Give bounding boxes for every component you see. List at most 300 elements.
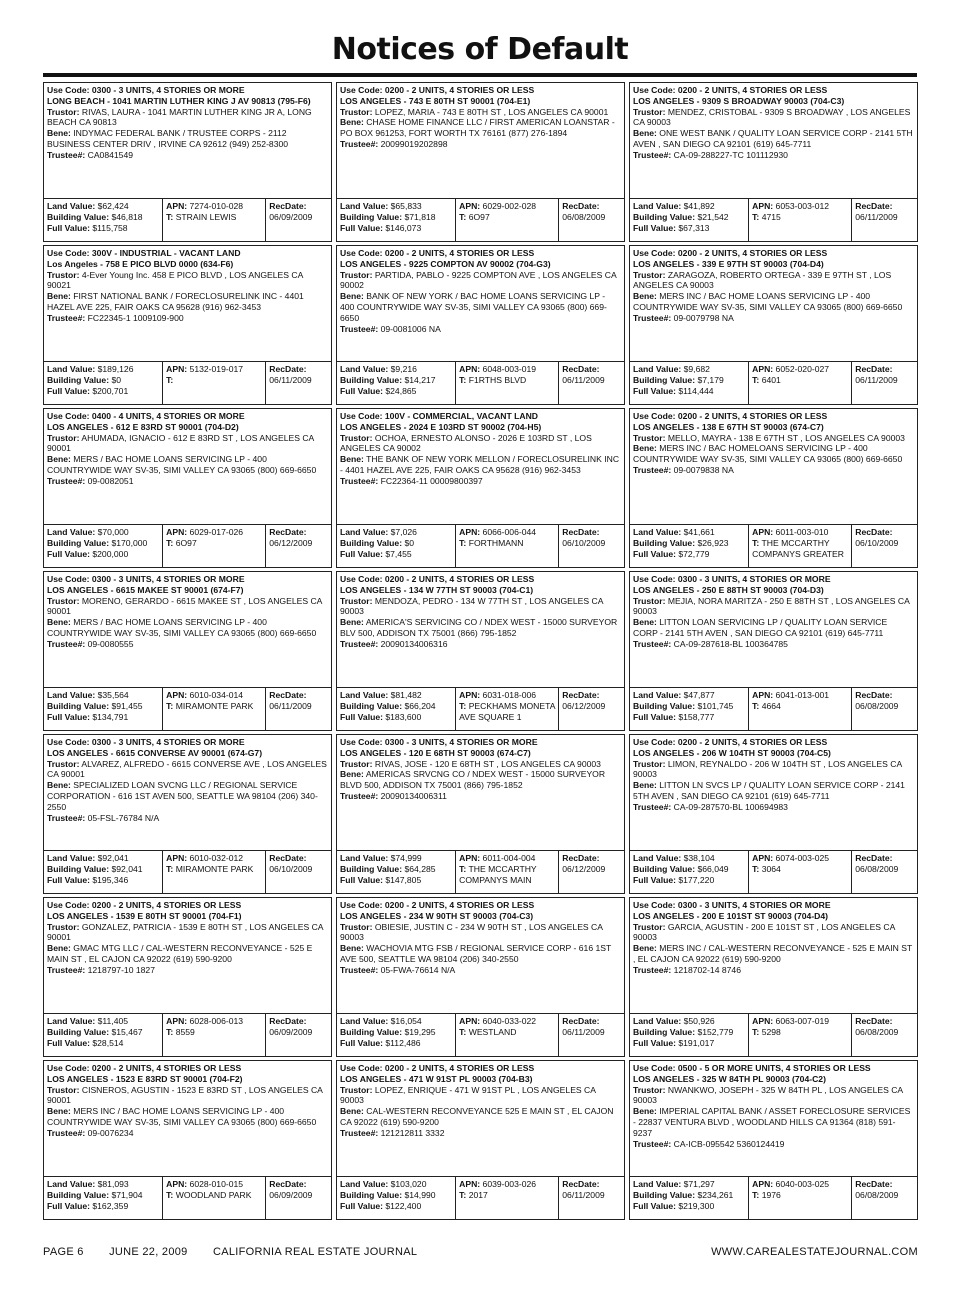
full-value-line	[633, 223, 745, 234]
land-value: $74,999	[390, 853, 422, 863]
bene-label: Bene:	[47, 291, 71, 302]
notice-card	[336, 408, 625, 568]
apn-column	[163, 199, 266, 241]
apn-value: 6074-003-025	[775, 853, 830, 863]
building-value-line	[47, 701, 159, 712]
recdate-value: 06/08/2009	[562, 211, 606, 222]
land-value-label: Land Value:	[47, 1016, 96, 1026]
notice-body	[337, 246, 624, 362]
land-value-line	[47, 1016, 159, 1027]
property-address: LOS ANGELES - 6615 MAKEE ST 90001 (674-F7)	[47, 584, 244, 595]
apn-column	[163, 362, 266, 404]
apn-label: APN:	[459, 201, 481, 211]
bene-label: Bene:	[47, 454, 71, 465]
trustor-label: Trustor:	[633, 595, 666, 606]
full-value: $67,313	[678, 222, 710, 233]
apn-label: APN:	[752, 527, 774, 537]
bene-line	[340, 617, 621, 639]
tract-label: T:	[166, 700, 174, 711]
trustee-label: Trustee#:	[633, 964, 672, 975]
building-value: $46,818	[111, 211, 143, 222]
tract-line	[166, 538, 262, 549]
apn-label: APN:	[459, 853, 481, 863]
trustor-label: Trustor:	[47, 758, 80, 769]
trustor-label: Trustor:	[633, 432, 666, 443]
property-address: LOS ANGELES - 134 W 77TH ST 90003 (704-C1)	[340, 584, 534, 595]
tract-label: T:	[166, 1026, 174, 1037]
notice-card	[43, 408, 332, 568]
trustor-line	[47, 759, 328, 781]
recdate-label	[269, 201, 328, 212]
building-value-line	[633, 864, 745, 875]
bene-label: Bene:	[633, 291, 657, 302]
building-value-line	[340, 864, 452, 875]
recdate-label	[269, 364, 328, 375]
trustor-value: MENDOZA, PEDRO - 134 W 77TH ST , LOS ANGELES CA 90003	[340, 595, 603, 617]
trustee-line	[340, 139, 621, 150]
recdate-label	[562, 690, 621, 701]
bene-label: Bene:	[633, 128, 657, 139]
tract-value: 6O97	[175, 537, 197, 548]
building-value: $92,041	[111, 863, 143, 874]
property-address: LOS ANGELES - 138 E 67TH ST 90003 (674-C7)	[633, 421, 824, 432]
building-value-line	[340, 1190, 452, 1201]
notice-body	[44, 735, 331, 851]
notice-card	[336, 1060, 625, 1220]
tract-value: PECKHAMS MONETA AVE SQUARE 1	[459, 700, 555, 722]
tract-value: MIRAMONTE PARK	[175, 700, 254, 711]
title-rule	[43, 73, 917, 77]
apn-column	[456, 525, 559, 567]
full-value-label: Full Value:	[47, 874, 90, 885]
apn-column	[749, 199, 852, 241]
full-value: $200,701	[92, 385, 129, 396]
trustee-line	[47, 313, 328, 324]
value-column	[44, 525, 163, 567]
building-value-label: Building Value:	[47, 1026, 110, 1037]
building-value-label: Building Value:	[47, 211, 110, 222]
trustor-line	[340, 759, 621, 770]
recdate-label-text: RecDate:	[562, 853, 600, 863]
trustee-label: Trustee#:	[633, 801, 672, 812]
tract-label: T:	[752, 211, 760, 222]
trustee-value: 1218797-10 1827	[87, 964, 155, 975]
trustee-label: Trustee#:	[340, 790, 379, 801]
tract-label: T:	[752, 1189, 760, 1200]
tract-label: T:	[752, 863, 760, 874]
recdate-value: 06/11/2009	[269, 374, 312, 385]
recdate-label-text: RecDate:	[855, 853, 893, 863]
trustee-label: Trustee#:	[47, 964, 86, 975]
full-value: $162,359	[92, 1200, 129, 1211]
notice-card	[43, 571, 332, 731]
tract-value: 8559	[175, 1026, 195, 1037]
trustor-value: RIVAS, JOSE - 120 E 68TH ST , LOS ANGELES CA 90003	[374, 758, 601, 769]
land-value: $71,297	[683, 1179, 715, 1189]
tract-line	[752, 212, 848, 223]
building-value-line	[340, 701, 452, 712]
website-url[interactable]: WWW.CAREALESTATEJOURNAL.COM	[711, 1246, 918, 1258]
apn-label: APN:	[166, 853, 188, 863]
building-value-line	[47, 1027, 159, 1038]
apn-line	[459, 1179, 555, 1190]
recdate-column	[266, 199, 331, 241]
notice-card	[629, 571, 918, 731]
recdate-label	[855, 1016, 914, 1027]
land-value-line	[633, 1179, 745, 1190]
apn-label: APN:	[459, 1179, 481, 1189]
bene-value: MERS / BAC HOME LOANS SERVICING LP - 400 COUNTRYWIDE WAY SV-35, SIMI VALLEY CA 93065 (800) 669-6650	[47, 617, 317, 638]
trustor-value: LIMON, REYNALDO - 206 W 104TH ST , LOS ANGELES CA 90003	[633, 758, 902, 780]
property-address: LOS ANGELES - 200 E 101ST ST 90003 (704-D4)	[633, 910, 829, 921]
tract-label: T:	[752, 700, 760, 711]
trustor-line	[633, 922, 914, 944]
building-value: $0	[111, 374, 122, 385]
recdate-column	[266, 851, 331, 893]
tract-value: 1976	[761, 1189, 781, 1200]
tract-label: T:	[166, 374, 174, 385]
apn-column	[163, 688, 266, 730]
tract-label: T:	[166, 537, 174, 548]
trustee-label: Trustee#:	[340, 138, 379, 149]
tract-value: 4664	[761, 700, 781, 711]
tract-value: THE MCCARTHY COMPANYS MAIN	[459, 863, 537, 885]
apn-column	[163, 525, 266, 567]
trustor-label: Trustor:	[633, 106, 666, 117]
recdate-value: 06/08/2009	[855, 863, 899, 874]
trustee-line	[340, 476, 621, 487]
notice-values	[337, 1177, 624, 1219]
bene-label: Bene:	[47, 128, 71, 139]
full-value: $195,346	[92, 874, 129, 885]
land-value-line	[633, 1016, 745, 1027]
tract-value: WESTLAND	[468, 1026, 517, 1037]
property-address: LONG BEACH - 1041 MARTIN LUTHER KING J AV 90813 (795-F6)	[47, 95, 311, 106]
land-value-label: Land Value:	[47, 201, 96, 211]
value-column	[630, 362, 749, 404]
apn-value: 6048-003-019	[482, 364, 537, 374]
full-value: $191,017	[678, 1037, 715, 1048]
apn-value: 6028-006-013	[189, 1016, 244, 1026]
apn-value: 6039-003-026	[482, 1179, 537, 1189]
apn-value: 6029-017-026	[189, 527, 244, 537]
tract-label: T:	[459, 700, 467, 711]
value-column	[44, 199, 163, 241]
property-address: LOS ANGELES - 234 W 90TH ST 90003 (704-C3)	[340, 910, 534, 921]
use-code: Use Code: 100V - COMMERCIAL, VACANT LAND	[340, 411, 538, 421]
land-value-line	[47, 690, 159, 701]
use-code: Use Code: 0300 - 3 UNITS, 4 STORIES OR MORE	[340, 737, 538, 747]
building-value: $234,261	[697, 1189, 734, 1200]
value-column	[337, 851, 456, 893]
notice-card	[43, 82, 332, 242]
notice-card	[43, 1060, 332, 1220]
trustee-label: Trustee#:	[47, 149, 86, 160]
land-value: $9,216	[390, 364, 417, 374]
recdate-label	[562, 364, 621, 375]
building-value-label: Building Value:	[340, 863, 403, 874]
land-value: $11,405	[97, 1016, 129, 1026]
notice-card	[629, 897, 918, 1057]
notice-values	[337, 851, 624, 893]
use-code: Use Code: 0500 - 5 OR MORE UNITS, 4 STORIES OR LESS	[633, 1063, 871, 1073]
full-value: $158,777	[678, 711, 715, 722]
land-value-label: Land Value:	[340, 1179, 389, 1189]
land-value-label: Land Value:	[47, 853, 96, 863]
apn-column	[456, 688, 559, 730]
bene-label: Bene:	[340, 117, 364, 128]
trustee-label: Trustee#:	[340, 638, 379, 649]
recdate-label-text: RecDate:	[562, 364, 600, 374]
bene-label: Bene:	[340, 454, 364, 465]
trustee-line	[633, 802, 914, 813]
building-value-label: Building Value:	[633, 1026, 696, 1037]
building-value-label: Building Value:	[47, 537, 110, 548]
trustee-line	[633, 639, 914, 650]
recdate-column	[559, 688, 624, 730]
land-value-label: Land Value:	[633, 364, 682, 374]
building-value-label: Building Value:	[633, 211, 696, 222]
tract-value: MIRAMONTE PARK	[175, 863, 254, 874]
trustee-label: Trustee#:	[633, 149, 672, 160]
trustee-label: Trustee#:	[47, 638, 86, 649]
use-code: Use Code: 0200 - 2 UNITS, 4 STORIES OR LESS	[633, 737, 828, 747]
recdate-label	[562, 527, 621, 538]
apn-label: APN:	[752, 364, 774, 374]
property-address: LOS ANGELES - 9225 COMPTON AV 90002 (704-G3)	[340, 258, 551, 269]
bene-line	[340, 117, 621, 139]
trustee-label: Trustee#:	[47, 1127, 86, 1138]
recdate-column	[559, 525, 624, 567]
recdate-column	[559, 851, 624, 893]
property-address: LOS ANGELES - 743 E 80TH ST 90001 (704-E1)	[340, 95, 531, 106]
trustee-line	[47, 639, 328, 650]
notice-body	[337, 409, 624, 525]
land-value: $35,564	[97, 690, 129, 700]
recdate-label	[855, 527, 914, 538]
apn-column	[456, 199, 559, 241]
building-value-label: Building Value:	[47, 1189, 110, 1200]
trustor-value: MEJIA, NORA MARITZA - 250 E 88TH ST , LOS ANGELES CA 90003	[633, 595, 910, 617]
recdate-value: 06/10/2009	[562, 537, 606, 548]
trustor-line	[633, 107, 914, 129]
full-value-line	[47, 1201, 159, 1212]
recdate-value: 06/09/2009	[269, 1026, 313, 1037]
tract-value: 2017	[468, 1189, 488, 1200]
trustee-line	[340, 791, 621, 802]
recdate-value: 06/08/2009	[855, 700, 899, 711]
full-value-label: Full Value:	[633, 222, 676, 233]
apn-value: 6031-018-006	[482, 690, 537, 700]
notice-body	[630, 409, 917, 525]
notice-body	[630, 898, 917, 1014]
land-value-line	[340, 364, 452, 375]
recdate-label-text: RecDate:	[562, 1016, 600, 1026]
tract-label: T:	[166, 211, 174, 222]
land-value: $38,104	[683, 853, 715, 863]
building-value: $170,000	[111, 537, 148, 548]
bene-value: MERS INC / BAC HOME LOANS SERVICING LP - 400 COUNTRYWIDE WAY SV-35, SIMI VALLEY CA 93065 (800) 669-6650	[47, 1106, 317, 1127]
recdate-label	[855, 201, 914, 212]
land-value-line	[633, 364, 745, 375]
trustee-label: Trustee#:	[633, 464, 672, 475]
building-value-line	[633, 1190, 745, 1201]
apn-line	[459, 364, 555, 375]
land-value: $16,054	[390, 1016, 422, 1026]
trustor-label: Trustor:	[340, 432, 373, 443]
land-value: $189,126	[97, 364, 134, 374]
property-address: LOS ANGELES - 250 E 88TH ST 90003 (704-D3)	[633, 584, 824, 595]
land-value-label: Land Value:	[340, 527, 389, 537]
bene-line	[340, 291, 621, 323]
recdate-label	[562, 1179, 621, 1190]
building-value-label: Building Value:	[340, 211, 403, 222]
building-value-label: Building Value:	[633, 863, 696, 874]
property-address: LOS ANGELES - 339 E 97TH ST 90003 (704-D4)	[633, 258, 824, 269]
trustee-value: 09-0082051	[87, 475, 134, 486]
trustee-label: Trustee#:	[340, 475, 379, 486]
trustor-label: Trustor:	[340, 1084, 373, 1095]
use-code: Use Code: 0300 - 3 UNITS, 4 STORIES OR MORE	[47, 574, 245, 584]
notice-values	[44, 199, 331, 241]
recdate-column	[852, 362, 917, 404]
apn-value: 6011-004-004	[482, 853, 536, 863]
tract-value: 3064	[761, 863, 781, 874]
notice-body	[630, 246, 917, 362]
trustor-line	[633, 759, 914, 781]
tract-value: WOODLAND PARK	[175, 1189, 252, 1200]
tract-label: T:	[459, 1026, 467, 1037]
tract-line	[752, 538, 848, 560]
land-value-label: Land Value:	[340, 853, 389, 863]
notice-values	[630, 851, 917, 893]
trustee-line	[340, 965, 621, 976]
trustee-line	[340, 324, 621, 335]
value-column	[44, 1177, 163, 1219]
bene-label: Bene:	[633, 943, 657, 954]
recdate-label	[562, 853, 621, 864]
land-value-label: Land Value:	[47, 1179, 96, 1189]
trustee-line	[47, 813, 328, 824]
recdate-label-text: RecDate:	[269, 690, 307, 700]
building-value-line	[340, 375, 452, 386]
bene-value: LITTON LN SVCS LP / QUALITY LOAN SERVICE CORP - 2141 5TH AVEN , SAN DIEGO CA 92101 (619) 645-7711	[633, 780, 905, 801]
notice-card	[629, 734, 918, 894]
full-value-label: Full Value:	[633, 385, 676, 396]
building-value-line	[340, 1027, 452, 1038]
apn-value: 6053-003-012	[775, 201, 830, 211]
property-address: LOS ANGELES - 612 E 83RD ST 90001 (704-D2)	[47, 421, 239, 432]
full-value: $183,600	[385, 711, 422, 722]
building-value: $21,542	[697, 211, 729, 222]
apn-column	[749, 362, 852, 404]
value-column	[44, 1014, 163, 1056]
bene-value: MERS INC / BAC HOMELOANS SERVICING LP - 400 COUNTRYWIDE WAY SV-35, SIMI VALLEY CA 93065 (800) 669-6650	[633, 443, 903, 465]
land-value-line	[47, 853, 159, 864]
full-value-label: Full Value:	[47, 1037, 90, 1048]
building-value-label: Building Value:	[633, 537, 696, 548]
land-value-line	[47, 201, 159, 212]
trustee-value: CA-09-288227-TC 101112930	[673, 149, 788, 160]
trustee-value: 09-0080555	[87, 638, 134, 649]
bene-value: IMPERIAL CAPITAL BANK / ASSET FORECLOSURE SERVICES - 22837 VENTURA BLVD , WOODLAND HILLS CA 91364 (818) 591-9237	[633, 1106, 911, 1138]
recdate-column	[559, 1177, 624, 1219]
trustee-label: Trustee#:	[47, 475, 86, 486]
notice-body	[630, 83, 917, 199]
notice-values	[630, 362, 917, 404]
trustee-label: Trustee#:	[47, 312, 86, 323]
apn-line	[752, 527, 848, 538]
tract-label: T:	[752, 537, 760, 548]
tract-line	[166, 212, 262, 223]
full-value-label: Full Value:	[47, 711, 90, 722]
land-value-line	[340, 527, 452, 538]
building-value-line	[633, 701, 745, 712]
apn-label: APN:	[166, 201, 188, 211]
trustee-value: CA0841549	[87, 149, 134, 160]
apn-label: APN:	[166, 364, 188, 374]
apn-label: APN:	[752, 1179, 774, 1189]
bene-label: Bene:	[340, 943, 364, 954]
notice-body	[44, 572, 331, 688]
building-value-line	[633, 538, 745, 549]
apn-label: APN:	[459, 527, 481, 537]
trustor-label: Trustor:	[340, 106, 373, 117]
building-value: $152,779	[697, 1026, 734, 1037]
bene-label: Bene:	[633, 443, 657, 454]
building-value: $14,217	[404, 374, 436, 385]
value-column	[337, 1177, 456, 1219]
tract-line	[459, 701, 555, 723]
trustor-line	[340, 433, 621, 455]
apn-column	[749, 525, 852, 567]
tract-line	[752, 375, 848, 386]
apn-line	[752, 853, 848, 864]
recdate-value: 06/11/2009	[269, 700, 312, 711]
trustee-value: 20090134006311	[380, 790, 447, 801]
value-column	[630, 1014, 749, 1056]
full-value: $177,220	[678, 874, 715, 885]
full-value-line	[47, 223, 159, 234]
value-column	[44, 362, 163, 404]
full-value-label: Full Value:	[340, 548, 383, 559]
bene-line	[633, 1106, 914, 1138]
trustee-value: CA-09-287618-BL 100364785	[673, 638, 788, 649]
recdate-label	[269, 853, 328, 864]
recdate-label	[855, 853, 914, 864]
bene-value: FIRST NATIONAL BANK / FORECLOSURELINK INC - 4401 HAZEL AVE 225, FAIR OAKS CA 95628 (916) 962-3453	[47, 291, 304, 312]
tract-line	[459, 538, 555, 549]
land-value-line	[340, 1179, 452, 1190]
notices-grid	[43, 82, 918, 1220]
apn-column	[749, 688, 852, 730]
apn-line	[752, 201, 848, 212]
land-value: $62,424	[97, 201, 129, 211]
full-value-label: Full Value:	[47, 385, 90, 396]
apn-line	[752, 1016, 848, 1027]
recdate-label	[562, 1016, 621, 1027]
bene-value: THE BANK OF NEW YORK MELLON / FORECLOSURELINK INC - 4401 HAZEL AVE 225, FAIR OAKS CA 95628 (916) 962-3453	[340, 454, 620, 475]
notice-body	[630, 735, 917, 851]
apn-line	[166, 690, 262, 701]
building-value-label: Building Value:	[633, 700, 696, 711]
notice-values	[630, 688, 917, 730]
land-value-label: Land Value:	[633, 1179, 682, 1189]
trustee-line	[340, 639, 621, 650]
use-code: Use Code: 0200 - 2 UNITS, 4 STORIES OR LESS	[633, 248, 828, 258]
trustor-line	[633, 596, 914, 618]
land-value-line	[47, 364, 159, 375]
